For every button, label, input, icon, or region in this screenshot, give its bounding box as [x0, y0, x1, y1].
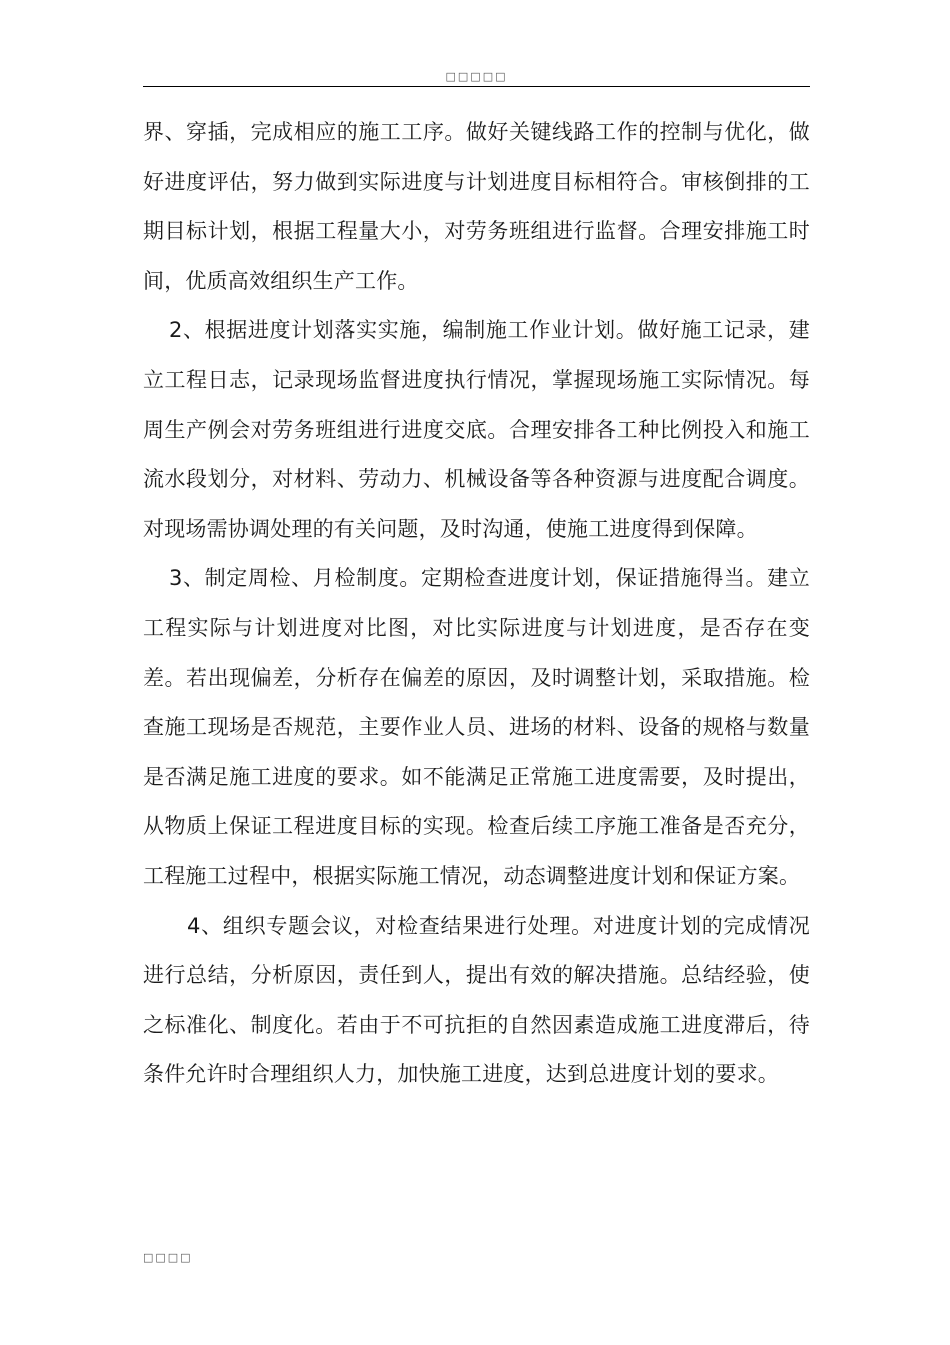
document-body	[143, 108, 810, 1100]
header-divider	[143, 86, 810, 87]
page-header: □□□□□	[445, 70, 508, 83]
page-footer: □□□□	[143, 1251, 193, 1264]
paragraph-item-4: 4、组织专题会议，对检查结果进行处理。对进度计划的完成情况进行总结，分析原因，责任到人，提出有效的解决措施。总结经验，使之标准化、制度化。若由于不可抗拒的自然因素造成施工进度滞后，待条件允许时合理组织人力，加快施工进度，达到总进度计划的要求。	[143, 913, 810, 1087]
paragraph-item-2: 2、根据进度计划落实实施，编制施工作业计划。做好施工记录，建立工程日志，记录现场监督进度执行情况，掌握现场施工实际情况。每周生产例会对劳务班组进行进度交底。合理安排各工种比例投入和施工流水段划分，对材料、劳动力、机械设备等各种资源与进度配合调度。对现场需协调处理的有关问题，及时沟通，使施工进度得到保障。	[143, 318, 810, 541]
paragraph-item-3: 3、制定周检、月检制度。定期检查进度计划，保证措施得当。建立工程实际与计划进度对比图，对比实际进度与计划进度，是否存在变差。若出现偏差，分析存在偏差的原因，及时调整计划，采取措施。检查施工现场是否规范，主要作业人员、进场的材料、设备的规格与数量是否满足施工进度的要求。如不能满足正常施工进度需要，及时提出，从物质上保证工程进度目标的实现。检查后续工序施工准备是否充分，工程施工过程中，根据实际施工情况，动态调整进度计划和保证方案。	[143, 566, 810, 888]
paragraph-continuation: 界、穿插，完成相应的施工工序。做好关键线路工作的控制与优化，做好进度评估，努力做到实际进度与计划进度目标相符合。审核倒排的工期目标计划，根据工程量大小，对劳务班组进行监督。合理安排施工时间，优质高效组织生产工作。	[143, 120, 810, 293]
